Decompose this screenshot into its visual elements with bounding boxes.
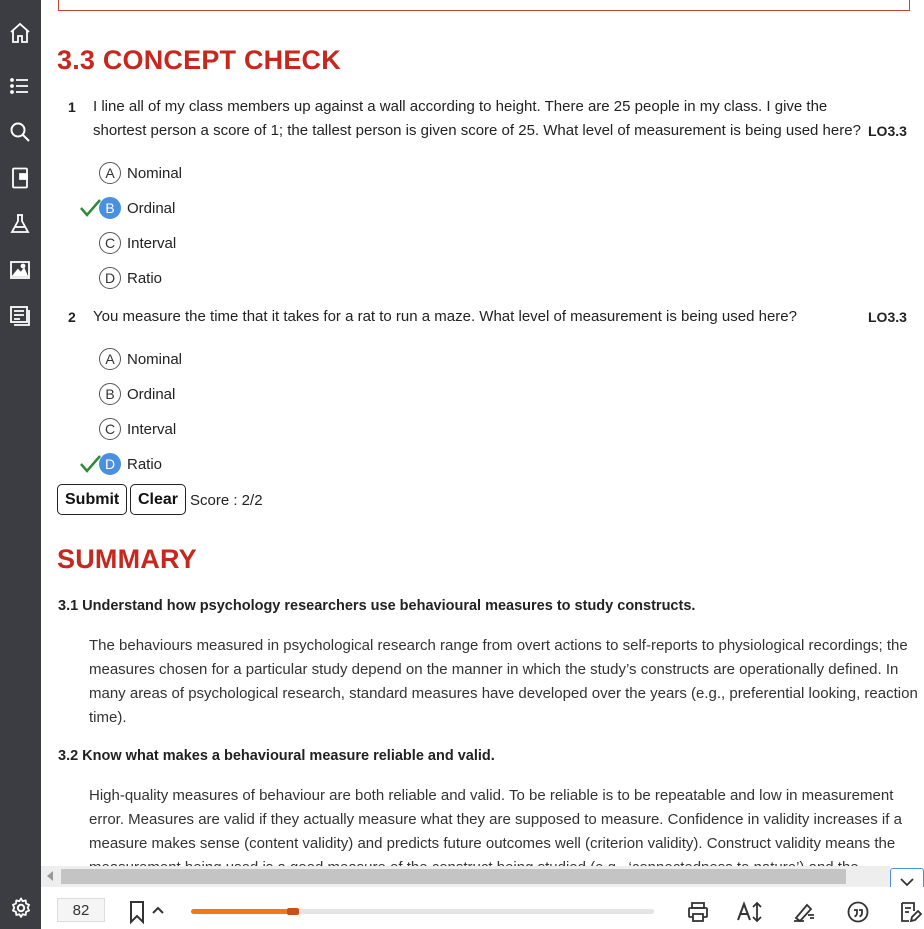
option-letter: C [99,232,121,254]
option-label: Ordinal [127,385,176,403]
scroll-left-icon[interactable] [47,871,53,881]
option-letter: D [99,267,121,289]
q2-option-b[interactable] [99,381,175,407]
notes-edit-button[interactable] [897,899,923,925]
option-label: Ratio [127,269,163,287]
print-button[interactable] [685,899,711,925]
q1-option-a[interactable] [99,160,182,186]
gear-icon [9,896,33,920]
option-letter: B [99,383,121,405]
summary-section-title: 3.1 Understand how psychology researchers use behavioural measures to study constructs. [58,598,696,614]
notes-edit-icon [898,900,922,924]
flask-icon[interactable] [6,210,34,238]
chevron-down-icon [900,877,914,887]
highlighter-icon [792,900,816,924]
left-sidebar [0,0,41,929]
text-size-button[interactable] [737,899,763,925]
text-size-icon [736,900,764,924]
citation-button[interactable] [845,899,871,925]
option-letter: D [99,453,121,475]
search-icon[interactable] [6,118,34,146]
summary-heading: SUMMARY [57,544,197,574]
correct-check-icon [79,198,101,218]
summary-section-title: 3.2 Know what makes a behavioural measure reliable and valid. [58,748,495,764]
option-letter: B [99,197,121,219]
option-label: Nominal [127,164,183,182]
scrollbar-thumb[interactable] [61,869,846,884]
q1-option-c[interactable] [99,230,176,256]
q2-option-d[interactable] [99,451,162,477]
quote-icon [846,900,870,924]
previous-section-box [58,0,910,11]
q1-option-b[interactable] [99,195,175,221]
q2-option-c[interactable] [99,416,176,442]
q1-option-d[interactable] [99,265,162,291]
concept-check-heading: 3.3 CONCEPT CHECK [57,45,341,75]
question-1-number: 1 [68,99,76,115]
score-text: Score : 2/2 [190,492,263,509]
question-1-text: I line all of my class members up against a wall according to height. There are 25 people in my class. I give the shortest person a score of 1; the tallest person is given score of 25. What level of measurement is being used here? [93,98,861,139]
image-icon[interactable] [6,256,34,284]
bookmark-icon[interactable] [129,900,145,924]
print-icon [686,900,710,924]
summary-section-body: High-quality measures of behaviour are both reliable and valid. To be reliable is to be repeatable and low in measurement error. Measures are valid if they actually measure what they are supposed to measure. Confidence in validity increases if a measure makes sense (content validity) and predicts future outcomes well (criterion validity). Construct validity means the [89,787,902,852]
option-label: Interval [127,420,177,438]
progress-handle[interactable] [287,908,299,915]
submit-button[interactable]: Submit [57,484,127,515]
summary-section-body: The behaviours measured in psychological research range from overt actions to self-reports to physiological recordings; the measures chosen for a particular study depend on the manner in which the study’s constructs are operationally defined. In many areas of psychological research, standard measures have developed over the years (e.g., preferential looking, reaction time). [89,637,918,726]
option-label: Ordinal [127,199,176,217]
question-2-number: 2 [68,309,76,325]
correct-check-icon [79,454,101,474]
highlighter-button[interactable] [791,899,817,925]
option-label: Ratio [127,455,163,473]
question-2-text: You measure the time that it takes for a rat to run a maze. What level of measurement is being used here? [93,308,797,325]
notes-icon[interactable] [6,302,34,330]
progress-fill [191,909,297,914]
horizontal-scrollbar[interactable] [41,866,890,887]
question-1-lo: LO3.3 [868,123,907,139]
option-label: Interval [127,234,177,252]
list-icon[interactable] [6,72,34,100]
option-letter: A [99,162,121,184]
reader-content [41,0,924,866]
clear-button[interactable]: Clear [130,484,186,515]
reading-progress-bar[interactable] [191,909,654,914]
bookmark-page-icon[interactable] [6,164,34,192]
option-label: Nominal [127,350,183,368]
q2-option-a[interactable] [99,346,182,372]
home-icon[interactable] [6,19,34,47]
option-letter: A [99,348,121,370]
page-number-input[interactable] [57,898,105,922]
settings-button[interactable] [0,887,41,929]
chevron-up-icon[interactable] [152,905,164,915]
option-letter: C [99,418,121,440]
question-2-lo: LO3.3 [868,309,907,325]
